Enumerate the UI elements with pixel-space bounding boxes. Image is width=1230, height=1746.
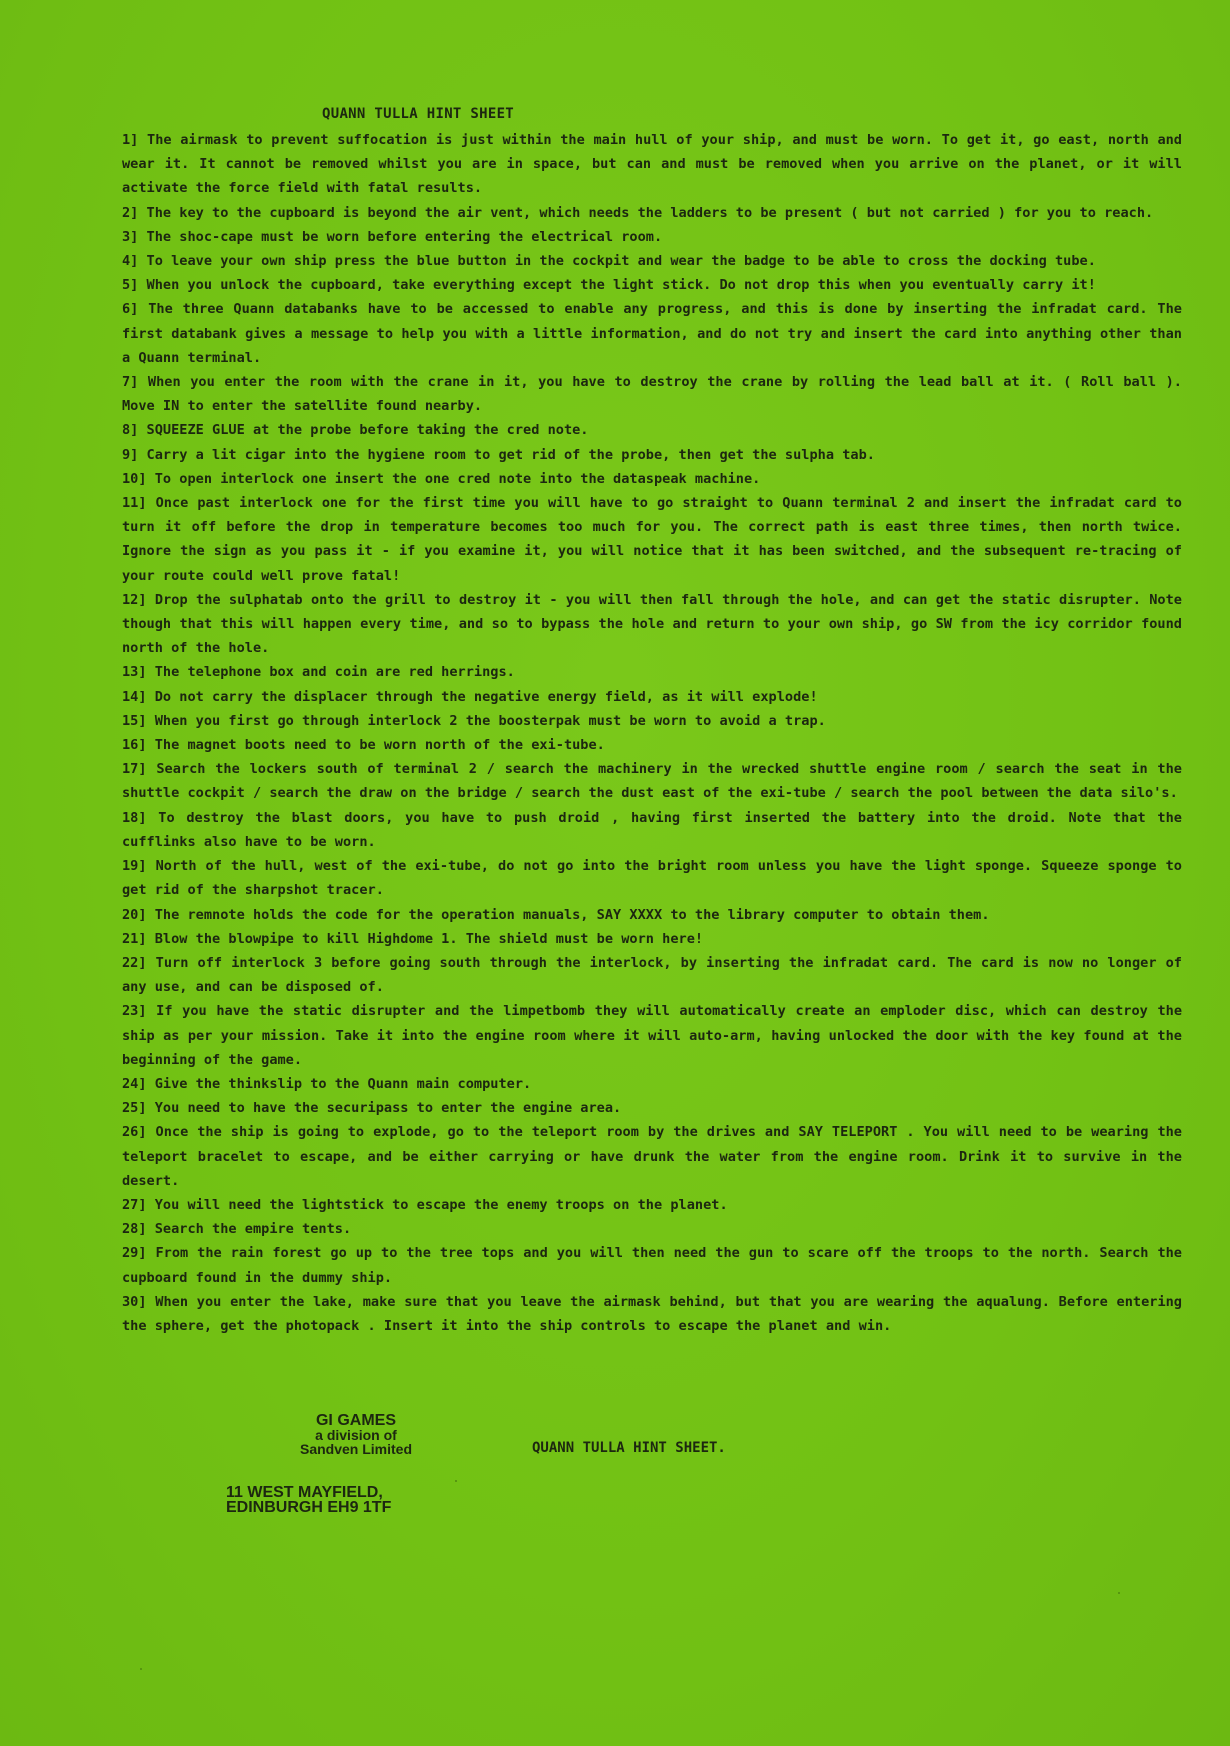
hint-item: 26] Once the ship is going to explode, go to the teleport room by the drives and SAY TELEPORT . You will need to be wearing the teleport bracelet to escape, and be either carrying or have drunk the water from the engine room. Drink it to survive in the desert. (122, 1124, 1182, 1189)
publisher-block (276, 1414, 436, 1456)
hint-item: 10] To open interlock one insert the one cred note into the dataspeak machine. (122, 470, 761, 487)
paper-speck (455, 1480, 457, 1482)
hint-item: 16] The magnet boots need to be worn north of the exi-tube. (122, 737, 605, 754)
hint-item: 18] To destroy the blast doors, you have to push droid , having first inserted the battery into the droid. Note that the cufflinks also have to be worn. (122, 809, 1182, 850)
hint-item: 28] Search the empire tents. (122, 1221, 352, 1238)
hint-item: 13] The telephone box and coin are red herrings. (122, 664, 515, 681)
hint-item: 11] Once past interlock one for the first time you will have to go straight to Quann terminal 2 and insert the infradat card to turn it off before the drop in temperature becomes too much for you. The correct path is east three times, then north twice. Ignore the sign as you pass it - if you examine it, you will notice that it has been switched, and the subsequent re-tracing of your route could well prove fatal! (122, 495, 1182, 584)
footer-sheet-title: QUANN TULLA HINT SHEET. (532, 1440, 726, 1456)
paper-speck (140, 1668, 142, 1670)
address-line-1: 11 WEST MAYFIELD, (226, 1484, 383, 1501)
hint-item: 22] Turn off interlock 3 before going south through the interlock, by inserting the infradat card. The card is now no longer of any use, and can be disposed of. (122, 954, 1182, 996)
publisher-name: GI GAMES (315, 1412, 396, 1429)
hint-item: 27] You will need the lightstick to escape the enemy troops on the planet. (122, 1196, 728, 1213)
hint-item: 5] When you unlock the cupboard, take everything except the light stick. Do not drop this when you eventually carry it! (122, 277, 1096, 294)
publisher-division: a division of (315, 1427, 397, 1443)
sheet-title: QUANN TULLA HINT SHEET (322, 106, 515, 122)
hint-item: 1] The airmask to prevent suffocation is just within the main hull of your ship, and must be worn. To get it, go east, north and wear it. It cannot be removed whilst you are in space, but can and must be removed when you arrive on the planet, or it will activate the force field with fatal results. (122, 132, 1182, 197)
hint-item: 12] Drop the sulphatab onto the grill to destroy it - you will then fall through the hole, and can get the static disrupter. Note though that this will happen every time, and so to bypass the hole and return to your own ship, go SW from the icy corridor found north of the hole. (122, 591, 1182, 657)
hint-item: 15] When you first go through interlock 2 the boosterpak must be worn to avoid a trap. (122, 712, 826, 729)
hint-item: 9] Carry a lit cigar into the hygiene room to get rid of the probe, then get the sulpha tab. (122, 446, 875, 463)
paper-speck (1118, 1592, 1120, 1594)
hint-item: 17] Search the lockers south of terminal 2 / search the machinery in the wrecked shuttle engine room / search the seat in the shuttle cockpit / search the draw on the bridge / search the dust east of the exi-tube / search the pool between the data silo's. (122, 761, 1182, 802)
hint-item: 19] North of the hull, west of the exi-tube, do not go into the bright room unless you have the light sponge. Squeeze sponge to get rid of the sharpshot tracer. (122, 858, 1182, 899)
hint-item: 23] If you have the static disrupter and the limpetbomb they will automatically create an emploder disc, which can destroy the ship as per your mission. Take it into the engine room where it will auto-arm, having unlocked the door with the key found at the beginning of the game. (122, 1003, 1182, 1068)
publisher-address (226, 1485, 391, 1515)
hint-item: 29] From the rain forest go up to the tree tops and you will then need the gun to scare off the troops to the north. Search the cupboard found in the dummy ship. (122, 1245, 1182, 1286)
hint-item: 7] When you enter the room with the crane in it, you have to destroy the crane by rolling the lead ball at it. ( Roll ball ). Move IN to enter the satellite found nearby. (122, 374, 1182, 415)
hint-item: 6] The three Quann databanks have to be accessed to enable any progress, and this is done by inserting the infradat card. The first databank gives a message to help you with a little information, and do not try and insert the card into anything other than a Quann terminal. (122, 301, 1182, 366)
hint-item: 20] The remnote holds the code for the operation manuals, SAY XXXX to the library computer to obtain them. (122, 906, 990, 923)
hint-item: 3] The shoc-cape must be worn before entering the electrical room. (122, 228, 663, 245)
hint-item: 14] Do not carry the displacer through the negative energy field, as it will explode! (122, 688, 818, 705)
hint-item: 24] Give the thinkslip to the Quann main computer. (122, 1075, 532, 1092)
hint-list (122, 128, 1182, 1338)
hint-item: 2] The key to the cupboard is beyond the air vent, which needs the ladders to be present ( but not carried ) for you to reach. (122, 204, 1154, 221)
hint-item: 4] To leave your own ship press the blue button in the cockpit and wear the badge to be able to cross the docking tube. (122, 253, 1096, 270)
hint-item: 30] When you enter the lake, make sure that you leave the airmask behind, but that you are wearing the aqualung. Before entering the sphere, get the photopack . Insert it into the ship controls to escape the planet and win. (122, 1293, 1182, 1334)
hint-item: 25] You need to have the securipass to enter the engine area. (122, 1100, 622, 1117)
address-line-2: EDINBURGH EH9 1TF (226, 1499, 392, 1516)
hint-item: 8] SQUEEZE GLUE at the probe before taking the cred note. (122, 422, 589, 439)
hint-item: 21] Blow the blowpipe to kill Highdome 1. The shield must be worn here! (122, 930, 704, 947)
publisher-parent: Sandven Limited (299, 1441, 413, 1457)
